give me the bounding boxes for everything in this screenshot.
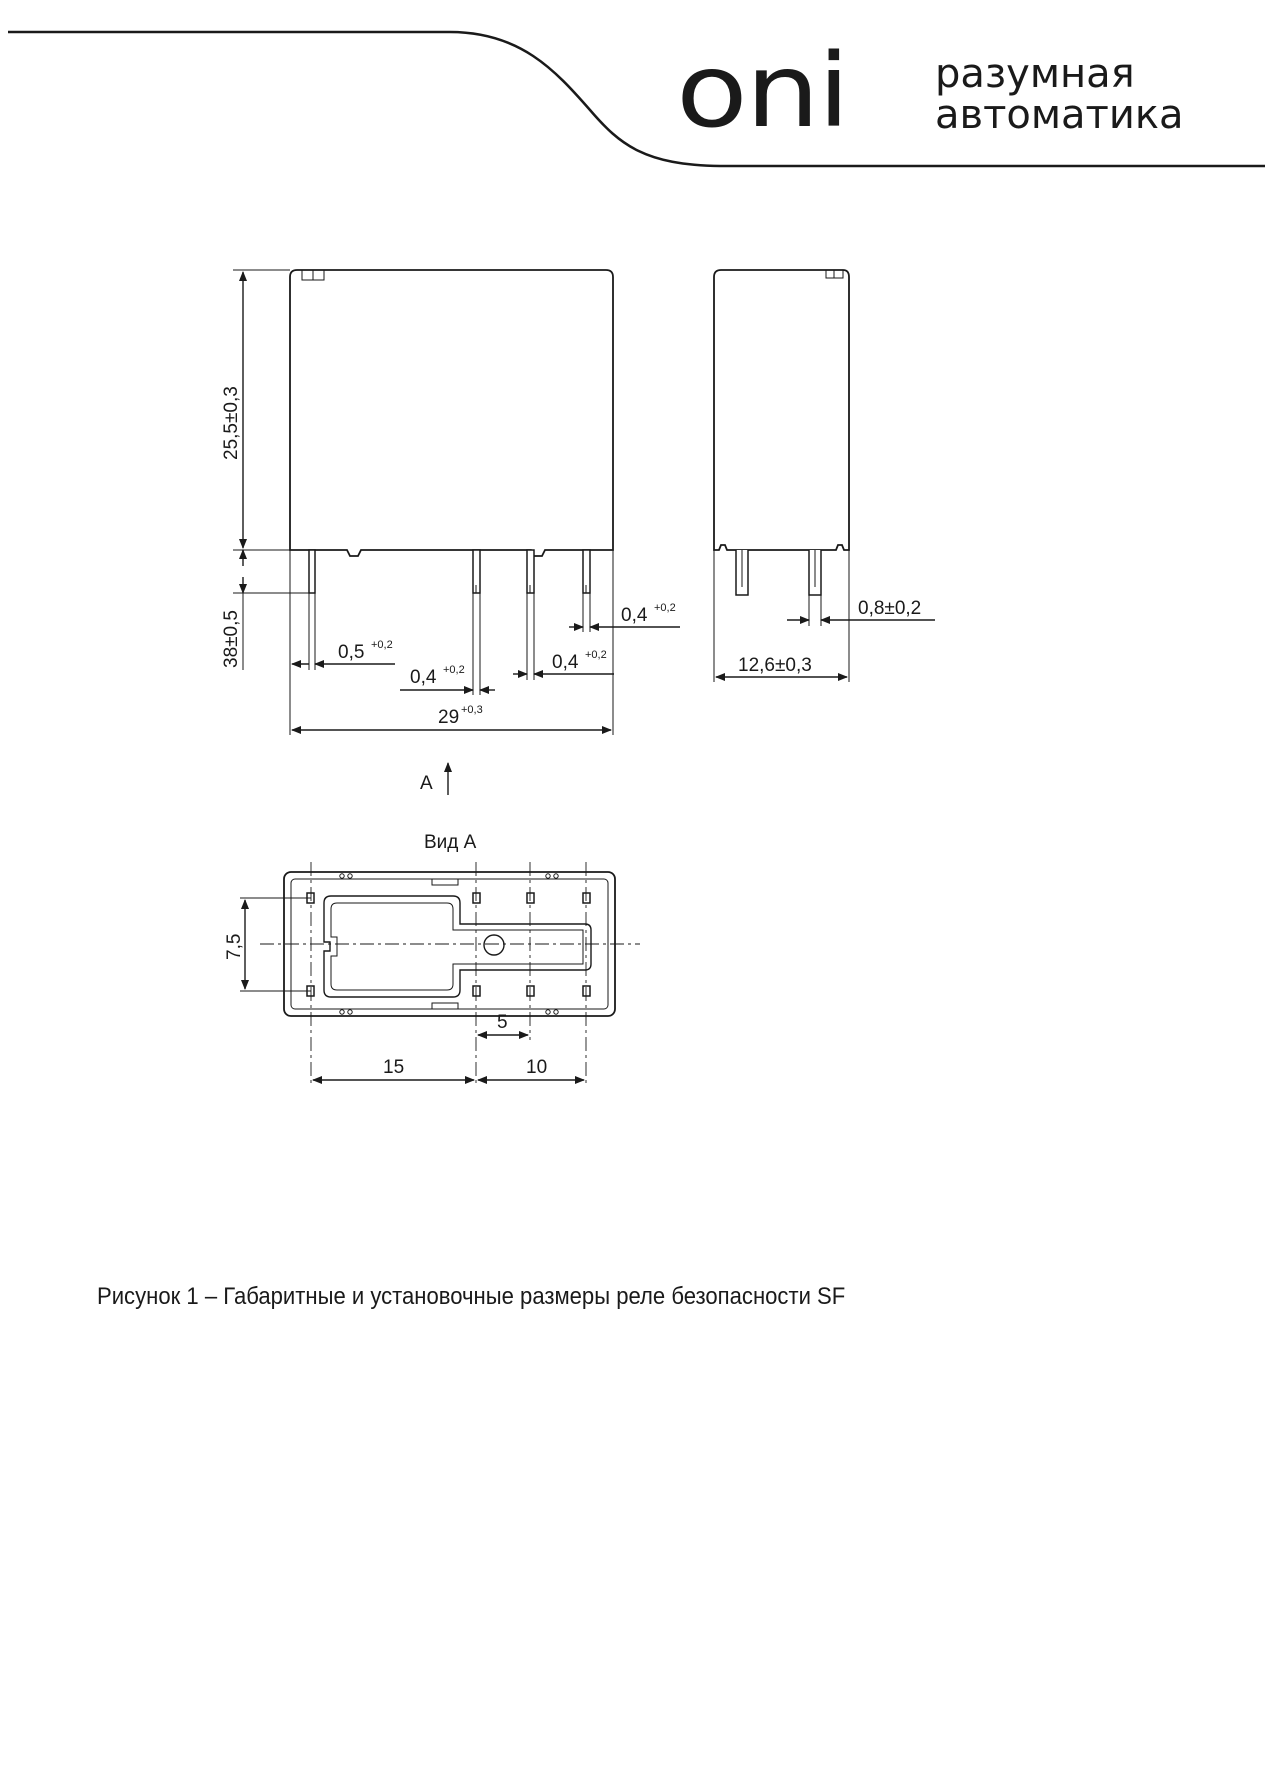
dim-pin-w1-value: 0,5 <box>338 642 365 663</box>
front-pin-1 <box>309 550 315 593</box>
dim-spacing-5: 5 <box>497 1012 508 1033</box>
side-view <box>714 270 935 682</box>
dim-pin-w1-tol: +0,2 <box>371 639 393 651</box>
dim-length-value: 29 <box>438 707 460 728</box>
relay-dimension-drawing <box>0 180 1280 1140</box>
dim-pin-length-label: 38±0,5 <box>221 610 242 668</box>
side-view-body <box>714 270 849 550</box>
bottom-view-title: Вид А <box>424 832 477 853</box>
dim-spacing-10: 10 <box>526 1057 548 1078</box>
dim-side-pin-width: 0,8±0,2 <box>858 598 922 619</box>
page-header <box>0 0 1280 180</box>
front-view-body <box>290 270 613 556</box>
dim-pin-w4-value: 0,4 <box>621 605 648 626</box>
dim-pin-w4-tol: +0,2 <box>654 602 676 614</box>
brand-tagline-line2: автоматика <box>935 92 1184 138</box>
dim-length-tol: +0,3 <box>461 704 483 716</box>
dim-pin-w2-tol: +0,2 <box>443 664 465 676</box>
dim-side-width: 12,6±0,3 <box>738 655 812 676</box>
dim-pin-w3-value: 0,4 <box>552 652 579 673</box>
view-a-arrow-label: A <box>420 773 433 794</box>
brand-tagline-line1: разумная <box>935 51 1135 97</box>
bottom-view <box>224 832 640 1085</box>
dim-spacing-15: 15 <box>383 1057 405 1078</box>
view-a-indicator <box>420 763 448 795</box>
dim-row-spacing: 7,5 <box>224 933 245 960</box>
front-view <box>221 270 680 735</box>
figure-caption: Рисунок 1 – Габаритные и установочные размеры реле безопасности SF <box>97 1283 846 1310</box>
dim-pin-w3-tol: +0,2 <box>585 649 607 661</box>
brand-logo: oni <box>676 31 848 151</box>
dim-height-label: 25,5±0,3 <box>221 386 242 460</box>
dim-pin-w2-value: 0,4 <box>410 667 437 688</box>
